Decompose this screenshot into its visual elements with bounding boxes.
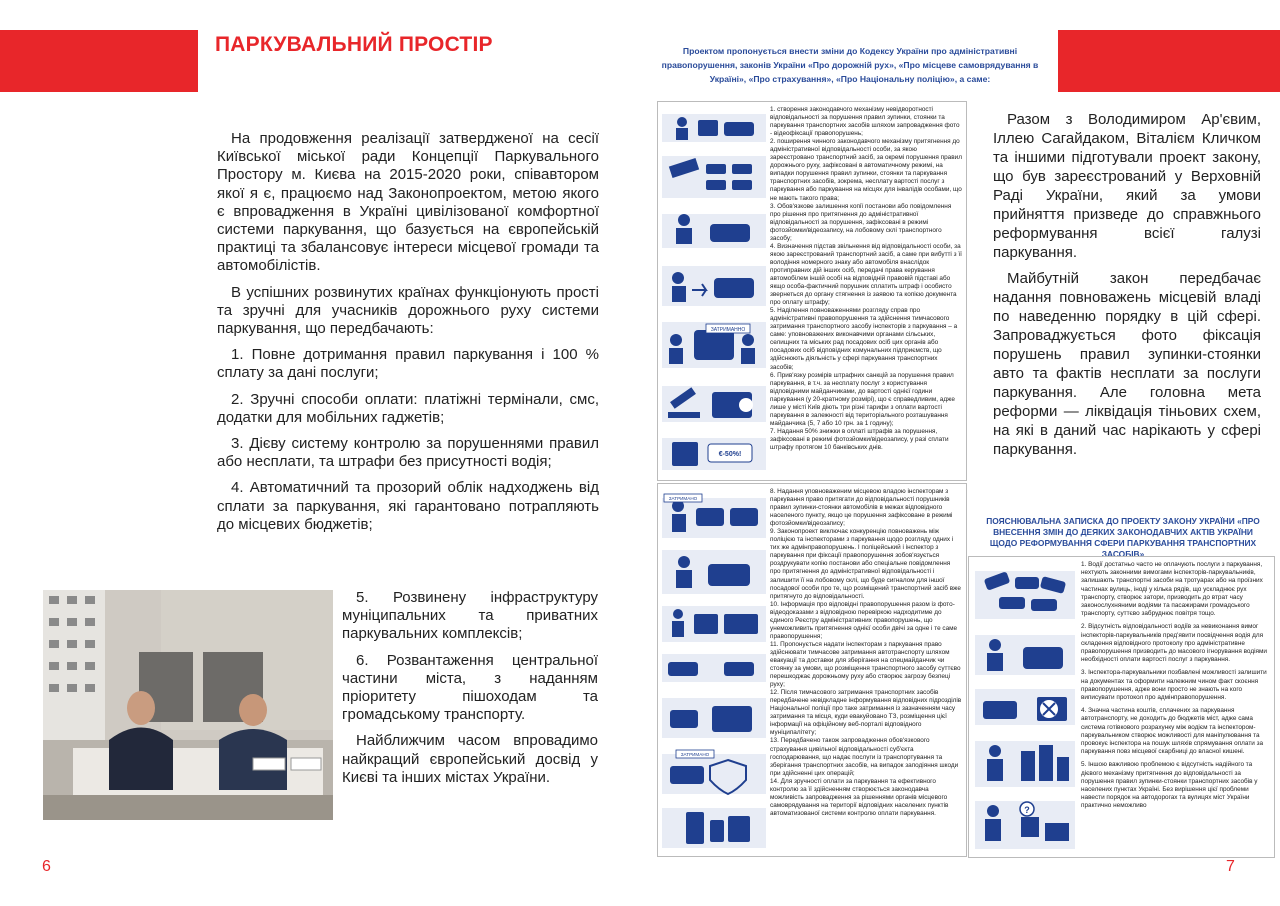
left-text-column <box>217 130 599 542</box>
paragraph: На продовження реалізації затвердженої на сесії Київської міської ради Концепції Паркувального Простору м. Києва на 2015-2020 роки, співавтором якої я є, працюємо над Законопроектом, метою якого є впровадження в Україні цивілізованої комфортної системи паркування, що базується на європейській практиці та збалансовує інтереси місцевої громади та автомобілістів. <box>217 130 599 275</box>
proposals-text-1 <box>770 106 962 452</box>
proposal-item: 3. Обов'язкове залишення копії постанови або повідомлення про рішення про притягнення до адміністративної відповідальності за порушення, зафіксовані в режимі фотозйомки/відеозапису, на лобовому склі транспортного засобу; <box>770 202 952 242</box>
list-item: 4. Автоматичний та прозорий облік надходжень від сплати за паркування, які гарантовано потрапляють до місцевих бюджетів; <box>217 479 599 533</box>
right-text-column <box>993 110 1261 466</box>
right-red-bar <box>1058 30 1280 92</box>
list-item: 3. Дієву систему контролю за порушеннями правил або несплати, та штрафи без присутності водія; <box>217 435 599 471</box>
explanatory-note-box <box>968 556 1275 858</box>
explanatory-note-text <box>1081 561 1269 816</box>
proposal-item: 4. Визначення підстав звільнення від відповідальності особи, за якою зареєстрований транспортний засіб, а саме при вибутті з її володіння номерного знаку або автомобіля внаслідок протиправних дій інших осіб, передачі права керування автомобілем іншій особі на відповідній правовій підставі або якщо особа-фактичний порушник сплатить штраф і особисто звернеться до органу стягнення із заявою та копією документа про оплату штрафу; <box>770 242 962 307</box>
list-item: 5. Розвинену інфраструктуру муніципальних та приватних паркувальних комплексів; <box>342 589 598 643</box>
paragraph: В успішних розвинутих країнах функціонують прості та зручні для учасників дорожнього руху системи паркування, що передбачають: <box>217 283 599 338</box>
page-title: ПАРКУВАЛЬНИЙ ПРОСТІР <box>215 33 493 56</box>
page-number-left: 6 <box>42 858 51 875</box>
proposals-box-1 <box>657 101 967 481</box>
proposal-item: 14. Для зручності оплати за паркування та ефективного контролю за її здійсненням створюється законодавча можливість запровадження за рішеннями органів місцевого самоврядування на території відповідних населених пунктів автоматизованої системи контролю оплати паркування. <box>770 777 949 817</box>
proposal-item: 12. Після тимчасового затримання транспортних засобів передбачене невідкладне інформування відповідних підрозділів Національної поліції про таке затримання із зазначенням часу затримання та місця, куди евакуйовано ТЗ, розміщення цієї інформації на офіційному веб-порталі відповідного муніципалітету; <box>770 689 962 737</box>
proposals-icons-1 <box>662 108 766 474</box>
left-text-column-lower <box>342 589 598 795</box>
note-item: 5. Іншою важливою проблемою є відсутність надійного та дієвого механізму притягнення до відповідальності за порушення правил зупинки-стоянки транспортних засобів у населених пунктах Україні. Без вирішення цієї проблеми навести порядок на автодорогах та вулицях міст України практично неможливо <box>1081 761 1258 810</box>
detained-badge-2: ЗАТРИМАНО <box>680 752 710 757</box>
proposal-item: 6. Прив'язку розмірів штрафних санкцій за порушення правил паркування, в т.ч. за несплату послуг з користування відповідними майданчиками, до вартості однієї години паркування (у 20-кратному розмірі), що є справедливим, адже лише у місті Київ діють три різні тарифи з оплати вартості паркування в залежності від територіального розташування майданчика (5, 7 або 10 грн. за 1 годину); <box>770 371 955 427</box>
explanatory-note-title: ПОЯСНЮВАЛЬНА ЗАПИСКА ДО ПРОЕКТУ ЗАКОНУ УКРАЇНИ «ПРО ВНЕСЕННЯ ЗМІН ДО ДЕЯКИХ ЗАКОНОДАВЧИХ АКТІВ УКРАЇНИ ЩОДО РЕФОРМУВАННЯ СФЕРИ ПАРКУВАННЯ ТРАНСПОРТНИХ ЗАСОБІВ» <box>986 516 1260 559</box>
proposal-item: 11. Пропонується надати інспекторам з паркування право здійснювати тимчасове затримання автотранспорту шляхом евакуації та доставки для зберігання на спецмайданчик чи стоянку за умови, що розміщення транспортного засобу суттєво перешкоджає дорожньому руху або створює загрозу безпеці руху; <box>770 640 961 689</box>
paragraph: Найближчим часом впровадимо найкращий європейський досвід у Києві та інших містах України. <box>342 732 598 786</box>
paragraph: Разом з Володимиром Ар'євим, Іллею Сагайдаком, Віталієм Кличком та іншими підготували проект закону, що був зареєстрований у Верховній Раді України, який за умови прийняття призведе до справжнього реформування всієї галузі паркування. <box>993 111 1261 261</box>
note-item: 3. Інспектора-паркувальники позбавлені можливості залишити на документах та оформити належним чином факт скоєння правопорушення, адже вони просто не знають на кого виписувати протокол про адмінправопорушення. <box>1081 669 1267 702</box>
proposal-item: 1. створення законодавчого механізму невідворотності відповідальності за порушення правил зупинки, стоянки та паркування транспортних засобів шляхом запровадження фото - відеофіксації правопорушень; <box>770 106 960 138</box>
list-item: 1. Повне дотримання правил паркування і 100 % сплату за дані послуги; <box>217 346 599 382</box>
detained-badge: ЗАТРИМАННО <box>710 327 746 333</box>
press-conference-photo <box>43 590 333 820</box>
proposals-icons-2 <box>662 490 766 850</box>
middle-intro: Проектом пропонується внести зміни до Кодексу України про адміністративні правопорушення, законів України «Про дорожній рух», «Про місцеве самоврядування в Україні», «Про страхування», «Про Національну поліцію», а саме: <box>661 46 1039 84</box>
list-item: 6. Розвантаження центральної частини міста, з наданням пріоритету пішоходам та громадському транспорту. <box>342 651 598 724</box>
proposals-text-2 <box>770 488 962 818</box>
page-number-right: 7 <box>1226 858 1235 875</box>
proposal-item: 8. Надання уповноваженим місцевою владою інспекторам з паркування право притягати до відповідальності порушників правил зупинки-стоянки автомобілів в межах відповідного населеного пункту, якщо це порушення зафіксоване в режимі фотозйомки/відеозапису; <box>770 488 953 528</box>
title-underline-bar <box>198 66 618 92</box>
discount-badge: €-50%! <box>718 451 742 458</box>
left-red-bar <box>0 30 198 92</box>
proposal-item: 7. Надання 50% знижки в оплаті штрафів за порушення, зафіксовані в режимі фотозйомки/відеозапису, у разі сплати штрафу протягом 10 банківських днів. <box>770 427 949 451</box>
note-item: 1. Водії достатньо часто не оплачують послуги з паркування, нехтують законними вимогами інспекторів-паркувальників, залишають транспортні засоби на тротуарах або на проїзних частинах вулиць, іноді у кілька рядів, що ускладнює рух транспорту, створює затори, призводить до втрат часу законослухняними водіями та пасажирами громадського транспорту, суттєво забруднює повітря тощо. <box>1081 561 1263 618</box>
explanatory-note-icons <box>975 565 1075 853</box>
note-item: 4. Значна частина коштів, сплачених за паркування автотранспорту, не доходить до бюджетів міст, адже сама система готівкового розрахунку між водієм та інспектором-паркувальником створює можливості для маніпулювання та провокує інспектора на пошук шляхів спрямування оплати за паркування повз місцевої скарбниці до власної кишені. <box>1081 707 1264 756</box>
proposal-item: 5. Наділення повноваженнями розгляду справ про адміністративні правопорушення та здійснення тимчасового затримання транспортного засобу інспекторів з паркування – а саме: уповноважених виконавчими органами сільських, селищних та міських рад посадових осіб цих органів або посадових осіб відповідних комунальних підприємств, що здійснюють діяльність у сфері паркування транспортних засобів; <box>770 307 958 371</box>
proposal-item: 13. Передбачено також запровадження обов'язкового страхування цивільної відповідальності суб'єкта господарювання, що надає послуги із транспортування та зберігання транспортних засобів, на випадок заподіяння шкоди при здійсненні цих операцій; <box>770 737 959 777</box>
note-item: 2. Відсутність відповідальності водіїв за невиконання вимог інспекторів-паркувальників пред'явити посвідчення водія для складення відповідного протоколу про адміністративне правопорушення призводить до масового ігнорування водіями необхідності оплати вартості послуг з паркування. <box>1081 623 1267 664</box>
proposal-item: 10. Інформація про відповідні правопорушення разом із фото-відеодоказами з відповідною перевіркою надходитиме до єдиного Реєстру адміністративних правопорушень, що унеможливить притягнення однієї особи двічі за одне і те саме правопорушення; <box>770 600 958 640</box>
proposal-item: 9. Законопроект виключає конкуренцію повноважень між поліцією та інспекторами з паркування щодо розгляду одних і тих же адмінправопорушень. І поліцейський і інспектор з паркування при фіксації правопорушення зобов'язується роздрукувати копію постанови або спеціальне повідомлення про притягнення до адміністративної відповідальності і залишити її на лобовому склі, що буде сигналом для іншої посадової особи про те, що розміщений транспортний засіб вже притягнуто до відповідальності. <box>770 528 961 600</box>
proposals-box-2 <box>657 483 967 857</box>
detained-badge-small: ЗАТРИМАНО <box>668 496 698 501</box>
question-icon: ? <box>1024 805 1030 815</box>
paragraph: Майбутній закон передбачає надання повноважень місцевій владі по наведенню порядку в цій сфері. Запроваджується фото фіксація порушень правил зупинки-стоянки авто та фактів несплати за послуги паркування. Але головна мета реформи — ліквідація тіньових схем, на які в даний час нарікають у сфері паркування. <box>993 270 1261 458</box>
list-item: 2. Зручні способи оплати: платіжні термінали, смс, додатки для мобільних гаджетів; <box>217 390 599 426</box>
proposal-item: 2. поширення чинного законодавчого механізму притягнення до адміністративної відповідальності особи, за якою зареєстровано транспортний засіб, за окремі порушення правил дорожнього руху, зафіксовані в автоматичному режимі, на випадки порушення правил зупинки, стоянки та паркування транспортних засобів, зокрема, несплату вартості послуг з паркування або паркування на місцях для інвалідів особами, що не мають такого права; <box>770 138 962 202</box>
